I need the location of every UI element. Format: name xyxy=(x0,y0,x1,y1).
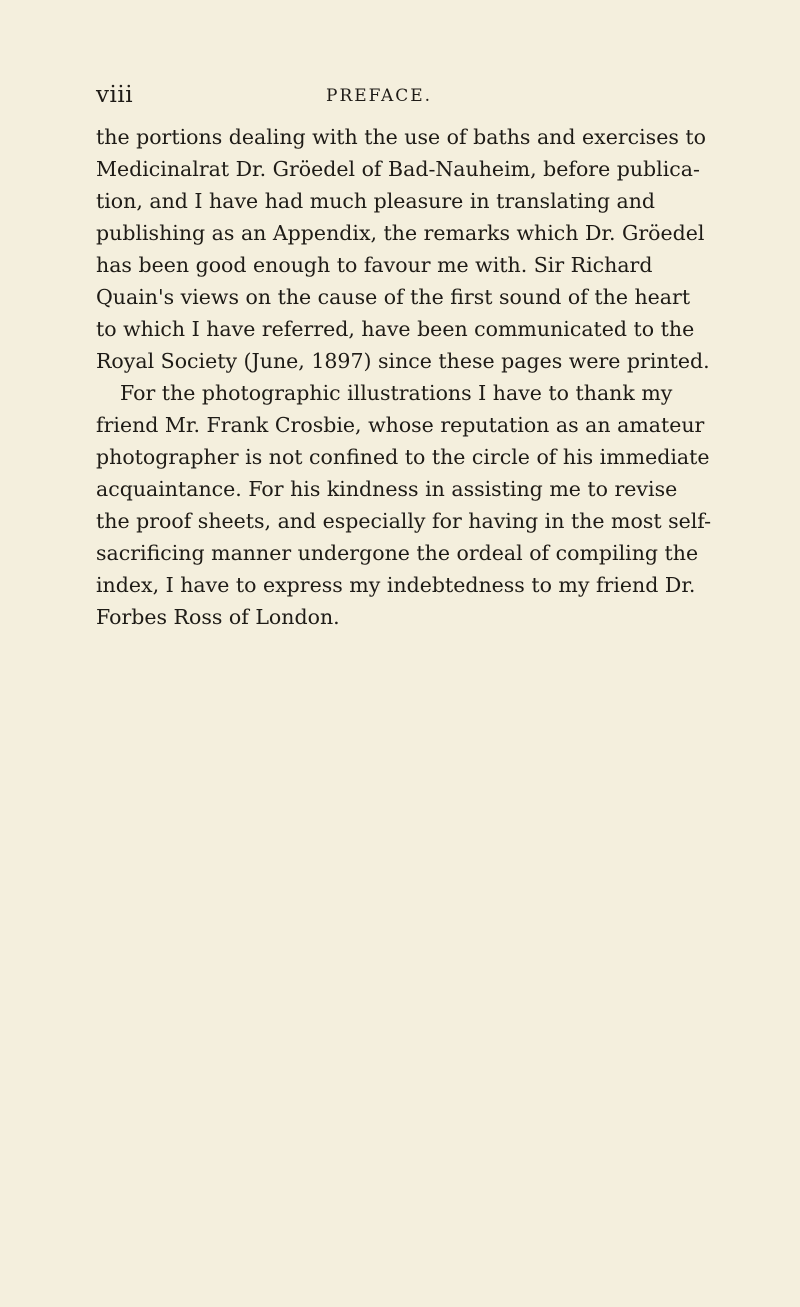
text-line: the portions dealing with the use of baths and exercises to xyxy=(96,125,706,149)
preface-text xyxy=(96,121,712,633)
text-line: Forbes Ross of London. xyxy=(96,605,340,629)
text-line: photographer is not confined to the circle of his immediate xyxy=(96,445,710,469)
paragraph-start-line: For the photographic illustrations I have to thank my xyxy=(120,381,673,405)
text-line: friend Mr. Frank Crosbie, whose reputation as an amateur xyxy=(96,413,705,437)
page-number: viii xyxy=(96,82,134,108)
text-line: tion, and I have had much pleasure in translating and xyxy=(96,189,656,213)
running-head: PREFACE. xyxy=(326,86,433,106)
text-line: sacrificing manner undergone the ordeal of compiling the xyxy=(96,541,699,565)
text-line: Royal Society (June, 1897) since these pages were printed. xyxy=(96,349,710,373)
text-line: index, I have to express my indebtedness to my friend Dr. xyxy=(96,573,696,597)
text-line: acquaintance. For his kindness in assisting me to revise xyxy=(96,477,678,501)
text-line: the proof sheets, and especially for having in the most self- xyxy=(96,509,712,533)
text-line: has been good enough to favour me with. Sir Richard xyxy=(96,253,653,277)
page-header xyxy=(96,82,690,112)
text-line: Medicinalrat Dr. Gröedel of Bad-Nauheim, before publica- xyxy=(96,157,700,181)
text-line: Quain's views on the cause of the first sound of the heart xyxy=(96,285,691,309)
text-line: publishing as an Appendix, the remarks which Dr. Gröedel xyxy=(96,221,705,245)
text-line: to which I have referred, have been communicated to the xyxy=(96,317,695,341)
